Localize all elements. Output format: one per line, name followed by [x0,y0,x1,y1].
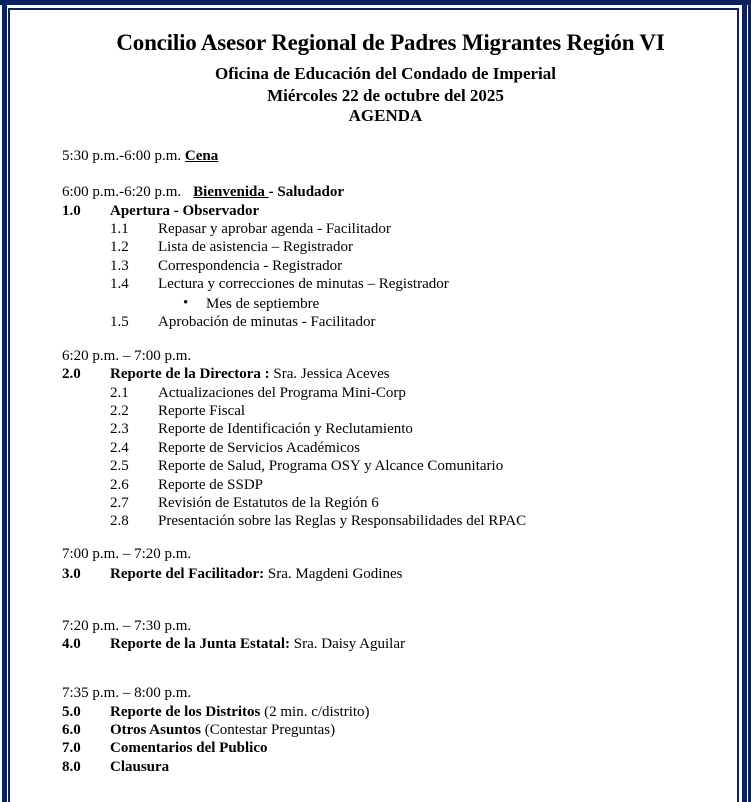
meeting-date: Miércoles 22 de octubre del 2025 [267,86,504,105]
agenda-heading: AGENDA [348,106,423,125]
item-number: 2.2 [110,403,129,419]
welcome-role: - Saludador [268,184,345,200]
item-number: 1.4 [110,276,129,292]
item-text: Reporte de Servicios Académicos [158,440,361,456]
office-name: Oficina de Educación del Condado de Imperial [215,64,556,83]
item-number: 2.7 [110,495,129,511]
item-number: 2.4 [110,440,129,456]
section-4-speaker: Sra. Daisy Aguilar [290,636,405,652]
item-number: 2.1 [110,385,129,401]
item-text: Aprobación de minutas - Facilitador [158,314,376,330]
item-number: 1.2 [110,239,129,255]
item-text: Lista de asistencia – Registrador [158,239,353,255]
section-4-number: 4.0 [62,636,81,652]
agenda-item [110,759,169,776]
item-text: Revisión de Estatutos de la Región 6 [158,495,379,511]
item-number: 1.5 [110,314,129,330]
item-text: Actualizaciones del Programa Mini-Corp [158,385,406,401]
section-3-header [110,566,402,583]
section-3-time: 7:00 p.m. – 7:20 p.m. [62,546,192,562]
item-title: Reporte de los Distritos [110,704,261,720]
section-5-time: 7:35 p.m. – 8:00 p.m. [62,685,192,701]
section-2-speaker: Sra. Jessica Aceves [269,366,390,382]
agenda-item [110,722,335,739]
section-3-title: Reporte del Facilitador: [110,566,265,582]
item-number: 6.0 [62,722,81,738]
item-text: Reporte de Salud, Programa OSY y Alcance Comunitario [158,458,504,474]
border-right-thin-inner [737,8,739,802]
section-4-header [110,636,405,653]
item-number: 8.0 [62,759,81,775]
agenda-item [110,740,268,757]
item-title: Clausura [110,759,170,775]
dinner-time: 5:30 p.m.-6:00 p.m. [62,148,182,164]
section-1-title: Apertura - Observador [110,203,260,219]
item-number: 2.6 [110,477,129,493]
bullet-text: Mes de septiembre [206,296,320,312]
welcome-label: Bienvenida [193,184,269,200]
item-number: 1.1 [110,221,129,237]
section-3-speaker: Sra. Magdeni Godines [264,566,403,582]
item-number: 2.8 [110,513,129,529]
border-left-thin [8,8,10,802]
document-title: Concilio Asesor Regional de Padres Migrantes Región VI [116,30,665,55]
item-text: Reporte de Identificación y Reclutamiento [158,421,413,437]
item-title: Comentarios del Publico [110,740,268,756]
item-text: Reporte Fiscal [158,403,246,419]
bullet-icon: • [183,295,189,311]
section-2-header [110,366,390,383]
section-2-time: 6:20 p.m. – 7:00 p.m. [62,348,192,364]
section-3-number: 3.0 [62,566,81,582]
item-title: Otros Asuntos [110,722,201,738]
agenda-item [110,704,370,721]
section-4-time: 7:20 p.m. – 7:30 p.m. [62,618,192,634]
welcome-time: 6:00 p.m.-6:20 p.m. [62,184,182,200]
section-2-title: Reporte de la Directora : [110,366,270,382]
item-number: 2.3 [110,421,129,437]
welcome-row [62,184,344,201]
item-text: Correspondencia - Registrador [158,258,343,274]
item-text: Lectura y correcciones de minutas – Registrador [158,276,449,292]
item-number: 1.3 [110,258,129,274]
section-4-title: Reporte de la Junta Estatal: [110,636,290,652]
item-note: (2 min. c/distrito) [260,704,370,720]
dinner-row [62,148,218,165]
item-text: Reporte de SSDP [158,477,263,493]
item-number: 7.0 [62,740,81,756]
item-text: Presentación sobre las Reglas y Responsabilidades del RPAC [158,513,527,529]
border-top-thick [0,0,751,5]
dinner-label: Cena [184,148,219,164]
item-text: Repasar y aprobar agenda - Facilitador [158,221,391,237]
section-1-number: 1.0 [62,203,81,219]
item-number: 2.5 [110,458,129,474]
section-2-number: 2.0 [62,366,81,382]
border-top-thin [8,8,737,10]
item-number: 5.0 [62,704,81,720]
item-note: (Contestar Preguntas) [201,722,336,738]
